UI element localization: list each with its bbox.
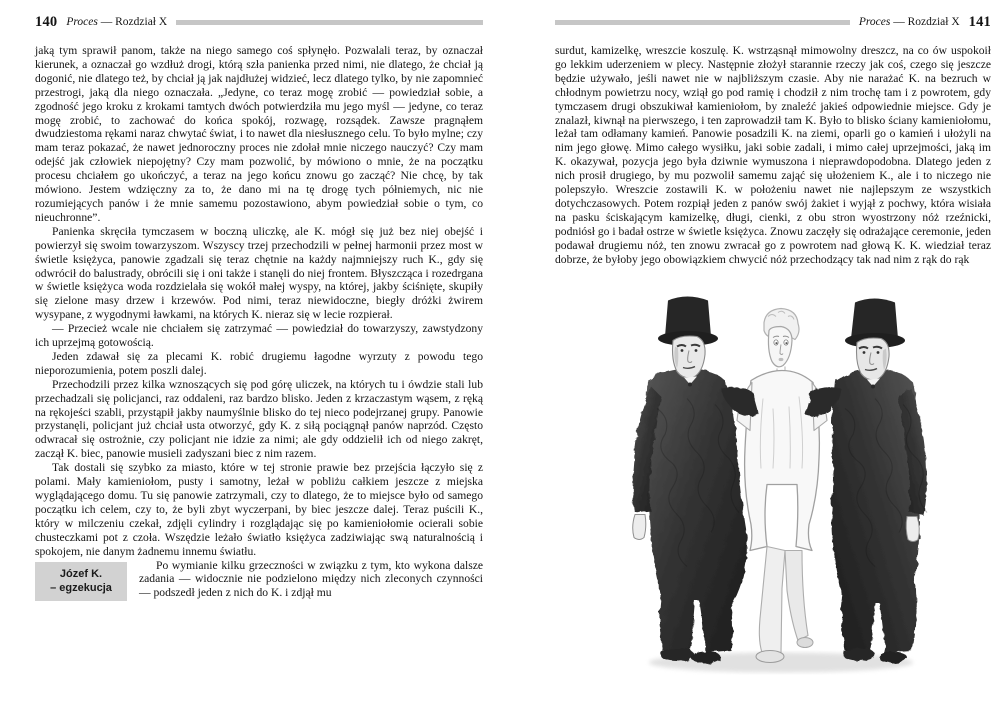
page-header-left — [35, 14, 483, 30]
paragraph: surdut, kamizelkę, wreszcie koszulę. K. wstrząsnął mimowolny dreszcz, na co ów uspokoił go lekkim uderzeniem w plecy. Następnie złożył starannie rzeczy jak coś, czego się jeszcze będzie używało, jeśli nawet nie w najbliższym czasie. Aby nie narażać K. na bezruch w chłodnym powietrzu nocy, wziął go pod ramię i chodził z nim trochę tam i z powrotem, gdy tymczasem drugi obszukiwał kamieniołom, by znaleźć jakieś odpowiednie miejsce. Gdy je znalazł, kiwnął na pierwszego, i ten zaprowadził tam K. Było to blisko ściany kamieniołomu, leżał tam odłamany kamień. Panowie posadzili K. na ziemi, oparli go o kamień i ułożyli na nim jego głowę. Mimo całego wysiłku, jaki sobie zadali, i mimo całej uprzejmości, jaką im K. okazywał, pozycja jego była dziwnie wymuszona i nieprawdopodobna. Dlatego jeden z nich prosił drugiego, by mu pozwolił samemu zająć się ułożeniem K., ale i to niczego nie polepszyło. Wreszcie zostawili K. w położeniu nawet nie najlepszym ze wszystkich dotychczasowych. Potem rozpiął jeden z panów swój żakiet i wyjął z pochwy, która wisiała na pasku ściskającym kamizelkę, długi, cienki, z obu stron wyostrzony nóż rzeźnicki, podniósł go i badał ostrze w świetle księżyca. Znowu zaczęły się odrażające ceremonie, jeden podawał drugiemu nóż, ten znowu zwracał go z powrotem nad głową K. K. wiedział teraz dobrze, że byłoby jego obowiązkiem chwycić nóż przechodzący tak nad nim z rąk do rąk — [555, 44, 991, 266]
page-right — [555, 14, 991, 698]
paragraph: Jeden zdawał się za plecami K. robić drugiemu łagodne wyrzuty z powodu tego nieporozumienia, potem poszli dalej. — [35, 349, 483, 377]
figure-escort-left — [633, 369, 759, 664]
running-title-book-right: Proces — [858, 16, 891, 28]
paragraph: Przechodzili przez kilka wznoszących się pod górę uliczek, na których tu i ówdzie stali lub przechadzali się policjanci, raz oddaleni, raz bardzo blisko. Jeden z krzaczastym wąsem, z ręką na rękojeści szabli, przystąpił jakby naumyślnie blisko do tej nieco podejrzanej grupy. Panowie przystanęli, policjant już chciał usta otworzyć, gdy K. z siłą pociągnął panów naprzód. Często odwracał się ostrożnie, czy policjant nie idzie za nimi; ale gdy oddzielił ich od niego zakręt, zaczął K. biec, panowie musieli zadyszani biec z nim razem. — [35, 377, 483, 461]
running-title-chapter-left: — Rozdział X — [100, 16, 168, 28]
header-rule-right — [555, 20, 850, 25]
figure-josef-k — [737, 309, 827, 663]
running-title-chapter-right: — Rozdział X — [893, 16, 960, 28]
paragraph: jaką tym sprawił panom, także na niego samego coś spłynęło. Pozwalali teraz, by oznaczał kierunek, a oznaczał go wzdłuż drogi, którą szła panienka przed nimi, nie dlatego, że chciał ją dogonić, nie dlatego też, by chciał ją jak najdłużej widzieć, lecz dlatego tylko, by nie zapomnieć przestrogi, jaką dla niego oznaczała. „Jedyne, co teraz mogę zrobić — powiedział sobie, a zgodność jego kroku z krokami tamtych dwóch potwierdziła mu jego myśl — jedyne, co teraz mogę zrobić, to zachować do końca spokój, rozwagę, rozsądek. Zawsze pragnąłem dwudziestoma rękami naraz chwytać świat, i to nawet dla niesłusznego celu. To było mylne; czy mam teraz pokazać, że nawet jednoroczny proces nie zdołał mnie niczego nauczyć? Czy mam odejść jak człowiek niepojętny? Czy mam pozwolić, by mówiono o mnie, że na początku procesu chciałem go ukończyć, a teraz na jego końcu znowu go zacząć? Nie chcę, by tak mówiono. Jestem wdzięczny za to, że dano mi na tę drogę tych półniemych, nic nie rozumiejących panów i że mnie samemu pozostawiono, abym powiedział sobie o tym, co nieuchronne”. — [35, 44, 483, 224]
execution-illustration — [601, 286, 961, 691]
page-text-right — [555, 44, 991, 267]
labeled-paragraph-block — [35, 559, 483, 601]
running-title-book-left: Proces — [66, 16, 98, 28]
paragraph: Panienka skręciła tymczasem w boczną uliczkę, ale K. mógł się już bez niej obejść i powierzył się swoim towarzyszom. Wszyscy trzej przechodzili w pełnej harmonii przez most w świetle księżyca, panowie zgadzali się teraz chętnie na każdy najmniejszy ruch K., gdy się odwrócił do balustrady, obrócili się i oni także i stanęli do niej frontem. Błyszcząca i rozedrgana w świetle księżyca woda rozdzielała się wokół małej wyspy, na której, jakby ściśnięte, skupiły się zielone masy drzew i krzewów. Pod nimi, teraz niewidoczne, biegły dróżki żwirem wysypane, z wygodnymi ławkami, na których K. nieraz się w lecie rozpierał. — [35, 224, 483, 322]
header-rule-left — [176, 20, 483, 25]
margin-label-line1: Józef K. — [59, 567, 103, 580]
page-text-left — [35, 44, 483, 600]
margin-label — [35, 562, 127, 601]
paragraph: Tak dostali się szybko za miasto, które w tej stronie prawie bez przejścia łączyło się z polami. Mały kamieniołom, pusty i samotny, leżał w pobliżu całkiem jeszcze z miejska wyglądającego domu. Tu się panowie zatrzymali, czy to dlatego, że to miejsce było od samego początku ich celem, czy to, że byli zbyt wyczerpani, by biec jeszcze dalej. Teraz puścili K., który w milczeniu czekał, zdjęli cylindry i rozglądając się po kamieniołomie ocierali sobie chusteczkami pot z czoła. Wszędzie leżało światło księżyca zadziwiając swą naturalnością i spokojem, nie danym żadnemu innemu światłu. — [35, 461, 483, 558]
paragraph: Po wymianie kilku grzeczności w związku z tym, kto wykona dalsze zadania — widocznie nie podzielono między nich zleconych czynności — podszedł jeden z nich do K. i zdjął mu — [139, 558, 483, 600]
paragraph: — Przecież wcale nie chciałem się zatrzymać — powiedział do towarzyszy, zawstydzony ich uprzejmą gotowością. — [35, 322, 483, 350]
page-header-right — [555, 14, 991, 30]
execution-illustration-svg — [601, 286, 961, 691]
margin-label-line2: – egzekucja — [50, 581, 112, 594]
page-number-left: 140 — [35, 13, 58, 30]
page-left — [35, 14, 483, 604]
page-number-right: 141 — [968, 13, 991, 30]
running-title-right — [859, 16, 960, 28]
running-title-left — [66, 16, 167, 28]
